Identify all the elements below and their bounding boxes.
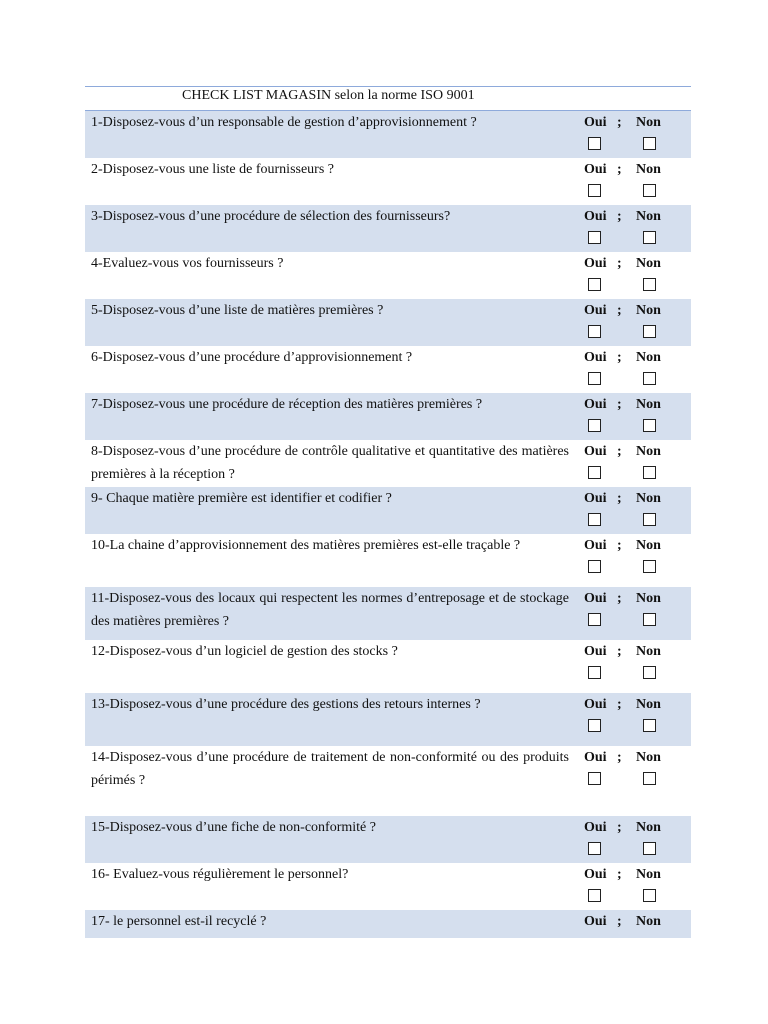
oui-checkbox[interactable] bbox=[588, 842, 601, 855]
oui-checkbox[interactable] bbox=[588, 184, 601, 197]
non-checkbox[interactable] bbox=[643, 719, 656, 732]
separator: ; bbox=[617, 644, 622, 659]
answer-labels bbox=[584, 299, 674, 322]
separator: ; bbox=[617, 867, 622, 882]
question-text: 7-Disposez-vous une procédure de réception des matières premières ? bbox=[91, 397, 483, 412]
question-rows bbox=[85, 111, 691, 938]
non-label: Non bbox=[636, 256, 661, 271]
question-row bbox=[85, 205, 691, 252]
separator: ; bbox=[617, 397, 622, 412]
question-text: 15-Disposez-vous d’une fiche de non-conformité ? bbox=[91, 820, 376, 835]
non-label: Non bbox=[636, 444, 661, 459]
non-label: Non bbox=[636, 538, 661, 553]
question-text: 9- Chaque matière première est identifier et codifier ? bbox=[91, 491, 392, 506]
question-row bbox=[85, 746, 691, 816]
question-row bbox=[85, 346, 691, 393]
non-checkbox[interactable] bbox=[643, 513, 656, 526]
answer-labels bbox=[584, 252, 674, 275]
non-checkbox[interactable] bbox=[643, 666, 656, 679]
oui-label: Oui bbox=[584, 750, 607, 765]
separator: ; bbox=[617, 256, 622, 271]
oui-label: Oui bbox=[584, 256, 607, 271]
oui-checkbox[interactable] bbox=[588, 278, 601, 291]
question-text: 10-La chaine d’approvisionnement des matières premières est-elle traçable ? bbox=[91, 538, 521, 553]
non-label: Non bbox=[636, 350, 661, 365]
non-label: Non bbox=[636, 820, 661, 835]
oui-checkbox[interactable] bbox=[588, 325, 601, 338]
non-label: Non bbox=[636, 867, 661, 882]
answer-labels bbox=[584, 816, 674, 839]
oui-checkbox[interactable] bbox=[588, 466, 601, 479]
oui-label: Oui bbox=[584, 303, 607, 318]
separator: ; bbox=[617, 350, 622, 365]
separator: ; bbox=[617, 820, 622, 835]
separator: ; bbox=[617, 750, 622, 765]
answer-labels bbox=[584, 111, 674, 134]
question-row bbox=[85, 393, 691, 440]
question-row bbox=[85, 693, 691, 746]
oui-checkbox[interactable] bbox=[588, 372, 601, 385]
separator: ; bbox=[617, 914, 622, 929]
answer-labels bbox=[584, 440, 674, 463]
non-label: Non bbox=[636, 644, 661, 659]
answer-labels bbox=[584, 534, 674, 557]
answer-labels bbox=[584, 640, 674, 663]
question-text: 17- le personnel est-il recyclé ? bbox=[91, 914, 267, 929]
question-text: 14-Disposez-vous d’une procédure de traitement de non-conformité ou des produits périmés ? bbox=[91, 750, 569, 788]
oui-label: Oui bbox=[584, 867, 607, 882]
oui-label: Oui bbox=[584, 491, 607, 506]
question-text: 5-Disposez-vous d’une liste de matières premières ? bbox=[91, 303, 384, 318]
oui-label: Oui bbox=[584, 115, 607, 130]
non-label: Non bbox=[636, 115, 661, 130]
answer-labels bbox=[584, 587, 674, 610]
oui-checkbox[interactable] bbox=[588, 513, 601, 526]
answer-labels bbox=[584, 863, 674, 886]
answer-labels bbox=[584, 393, 674, 416]
oui-checkbox[interactable] bbox=[588, 772, 601, 785]
answer-labels bbox=[584, 487, 674, 510]
oui-label: Oui bbox=[584, 444, 607, 459]
oui-label: Oui bbox=[584, 644, 607, 659]
answer-labels bbox=[584, 910, 674, 933]
question-text: 6-Disposez-vous d’une procédure d’approvisionnement ? bbox=[91, 350, 413, 365]
oui-label: Oui bbox=[584, 538, 607, 553]
oui-checkbox[interactable] bbox=[588, 137, 601, 150]
question-row bbox=[85, 111, 691, 158]
non-checkbox[interactable] bbox=[643, 466, 656, 479]
answer-labels bbox=[584, 746, 674, 769]
oui-label: Oui bbox=[584, 820, 607, 835]
non-label: Non bbox=[636, 914, 661, 929]
oui-checkbox[interactable] bbox=[588, 666, 601, 679]
separator: ; bbox=[617, 538, 622, 553]
oui-label: Oui bbox=[584, 162, 607, 177]
separator: ; bbox=[617, 303, 622, 318]
oui-checkbox[interactable] bbox=[588, 613, 601, 626]
question-row bbox=[85, 910, 691, 938]
question-text: 4-Evaluez-vous vos fournisseurs ? bbox=[91, 256, 284, 271]
question-row bbox=[85, 816, 691, 863]
separator: ; bbox=[617, 697, 622, 712]
checklist-table bbox=[85, 86, 691, 938]
non-checkbox[interactable] bbox=[643, 772, 656, 785]
oui-checkbox[interactable] bbox=[588, 719, 601, 732]
non-label: Non bbox=[636, 397, 661, 412]
question-row bbox=[85, 487, 691, 534]
oui-label: Oui bbox=[584, 591, 607, 606]
non-checkbox[interactable] bbox=[643, 372, 656, 385]
question-row bbox=[85, 587, 691, 640]
oui-checkbox[interactable] bbox=[588, 419, 601, 432]
question-text: 2-Disposez-vous une liste de fournisseurs ? bbox=[91, 162, 335, 177]
question-row bbox=[85, 640, 691, 693]
non-label: Non bbox=[636, 697, 661, 712]
non-label: Non bbox=[636, 303, 661, 318]
answer-labels bbox=[584, 346, 674, 369]
question-row bbox=[85, 534, 691, 587]
separator: ; bbox=[617, 209, 622, 224]
non-label: Non bbox=[636, 209, 661, 224]
question-text: 12-Disposez-vous d’un logiciel de gestion des stocks ? bbox=[91, 644, 398, 659]
non-label: Non bbox=[636, 162, 661, 177]
answer-labels bbox=[584, 205, 674, 228]
oui-label: Oui bbox=[584, 697, 607, 712]
question-text: 16- Evaluez-vous régulièrement le personnel? bbox=[91, 867, 349, 882]
oui-checkbox[interactable] bbox=[588, 560, 601, 573]
non-label: Non bbox=[636, 491, 661, 506]
question-row bbox=[85, 863, 691, 910]
checklist-header bbox=[85, 86, 691, 111]
separator: ; bbox=[617, 591, 622, 606]
oui-label: Oui bbox=[584, 350, 607, 365]
question-text: 3-Disposez-vous d’une procédure de sélection des fournisseurs? bbox=[91, 209, 451, 224]
oui-label: Oui bbox=[584, 914, 607, 929]
non-checkbox[interactable] bbox=[643, 613, 656, 626]
separator: ; bbox=[617, 444, 622, 459]
oui-checkbox[interactable] bbox=[588, 889, 601, 902]
page-title: CHECK LIST MAGASIN selon la norme ISO 9001 bbox=[182, 88, 475, 103]
non-checkbox[interactable] bbox=[643, 231, 656, 244]
question-row bbox=[85, 299, 691, 346]
non-label: Non bbox=[636, 750, 661, 765]
non-checkbox[interactable] bbox=[643, 184, 656, 197]
separator: ; bbox=[617, 115, 622, 130]
non-checkbox[interactable] bbox=[643, 560, 656, 573]
non-checkbox[interactable] bbox=[643, 889, 656, 902]
separator: ; bbox=[617, 162, 622, 177]
non-checkbox[interactable] bbox=[643, 137, 656, 150]
answer-labels bbox=[584, 693, 674, 716]
question-row bbox=[85, 252, 691, 299]
oui-label: Oui bbox=[584, 397, 607, 412]
question-text: 1-Disposez-vous d’un responsable de gestion d’approvisionnement ? bbox=[91, 115, 477, 130]
question-text: 11-Disposez-vous des locaux qui respectent les normes d’entreposage et de stockage des matières premières ? bbox=[91, 591, 569, 629]
answer-labels bbox=[584, 158, 674, 181]
oui-label: Oui bbox=[584, 209, 607, 224]
non-checkbox[interactable] bbox=[643, 419, 656, 432]
non-checkbox[interactable] bbox=[643, 325, 656, 338]
separator: ; bbox=[617, 491, 622, 506]
question-text: 13-Disposez-vous d’une procédure des gestions des retours internes ? bbox=[91, 697, 481, 712]
oui-checkbox[interactable] bbox=[588, 231, 601, 244]
non-label: Non bbox=[636, 591, 661, 606]
non-checkbox[interactable] bbox=[643, 278, 656, 291]
question-row bbox=[85, 158, 691, 205]
non-checkbox[interactable] bbox=[643, 842, 656, 855]
question-row bbox=[85, 440, 691, 487]
question-text: 8-Disposez-vous d’une procédure de contrôle qualitative et quantitative des matières premières à la réception ? bbox=[91, 444, 569, 482]
